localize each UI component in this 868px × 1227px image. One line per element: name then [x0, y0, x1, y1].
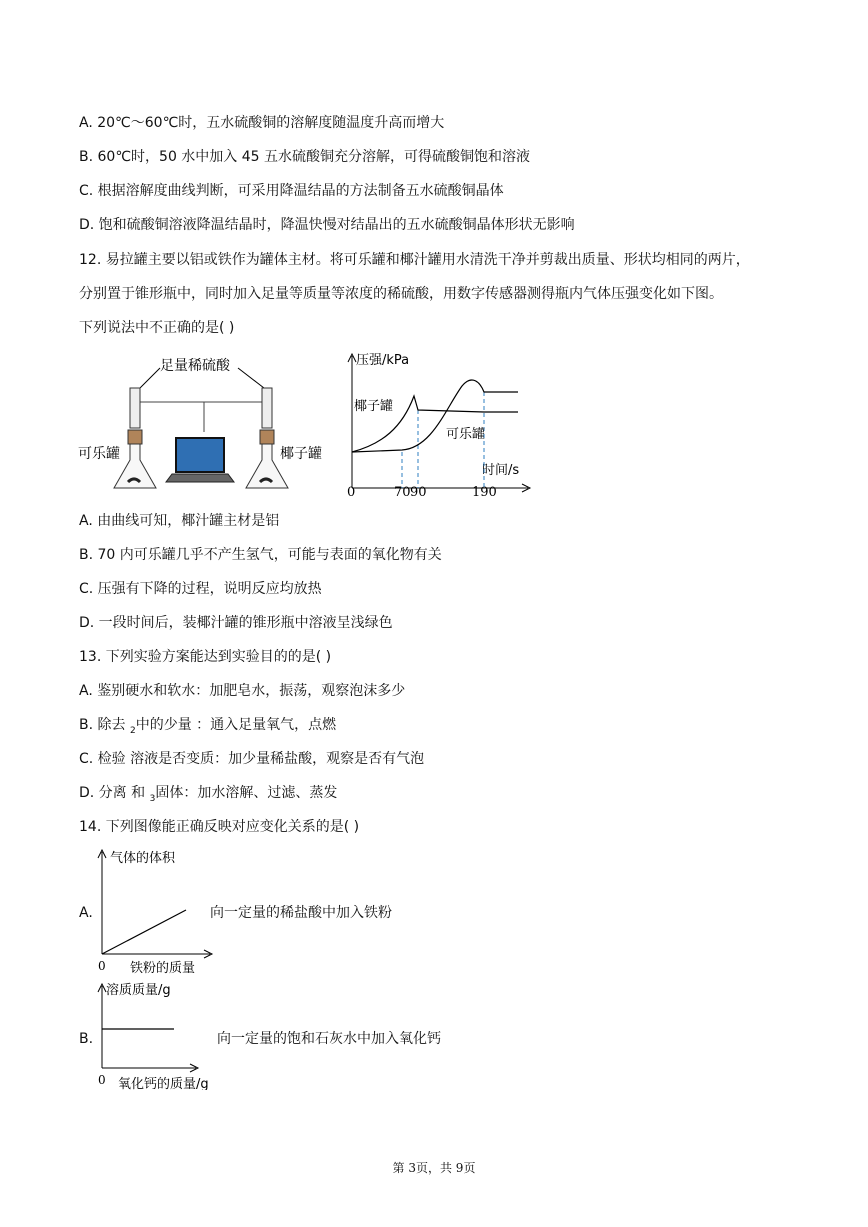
tick-70: 70 [394, 485, 411, 498]
tick-190: 190 [472, 485, 497, 498]
graph-b-xlabel: 氧化钙的质量/g [118, 1077, 209, 1090]
q13-option-c: C. 检验 溶液是否变质：加少量稀盐酸，观察是否有气泡 [79, 751, 425, 767]
right-stopper [260, 430, 274, 444]
left-flask-label: 可乐罐 [78, 446, 120, 462]
right-syringe [262, 388, 272, 428]
q13-option-a: A. 鉴别硬水和软水：加肥皂水，振荡，观察泡沫多少 [79, 683, 406, 699]
q14-stem: 14. 下列图像能正确反映对应变化关系的是( ) [79, 819, 360, 835]
left-syringe [130, 388, 140, 428]
laptop-screen [176, 438, 224, 472]
x-axis-label: 时间/s [482, 463, 520, 478]
right-flask-label: 椰子罐 [280, 446, 322, 462]
graph-b-ylabel: 溶质质量/g [106, 983, 171, 998]
left-flask [114, 444, 156, 488]
q12-option-b: B. 70 内可乐罐几乎不产生氢气，可能与表面的氧化物有关 [79, 547, 442, 563]
q14-option-a-desc: 向一定量的稀盐酸中加入铁粉 [210, 905, 392, 921]
q12-stem-line3: 下列说法中不正确的是( ) [79, 320, 235, 336]
q13-option-b-subscript: 2 [129, 726, 136, 736]
acid-pointer-left [140, 368, 160, 388]
q11-option-c: C. 根据溶解度曲线判断，可采用降温结晶的方法制备五水硫酸铜晶体 [79, 183, 504, 199]
curve-cola [352, 380, 518, 452]
q11-option-d: D. 饱和硫酸铜溶液降温结晶时，降温快慢对结晶出的五水硫酸铜晶体形状无影响 [79, 217, 575, 233]
graph-a-ylabel: 气体的体积 [110, 851, 176, 866]
left-stopper [128, 430, 142, 444]
tick-90: 90 [410, 485, 427, 498]
q12-option-a: A. 由曲线可知，椰汁罐主材是铝 [79, 513, 280, 529]
q14-option-a-letter: A. [79, 905, 93, 921]
q13-option-d-part2: 固体：加水溶解、过滤、蒸发 [155, 785, 338, 801]
q12-stem-line2: 分别置于锥形瓶中，同时加入足量等质量等浓度的稀硫酸，用数字传感器测得瓶内气体压强变化如下图。 [79, 286, 723, 302]
q13-option-b-part2: 中的少量 ：通入足量氧气，点燃 [135, 717, 337, 733]
q13-option-b-part1: B. 除去 [79, 717, 130, 733]
q13-option-d-part1: D. 分离 和 [79, 785, 150, 801]
q11-option-a: A. 20℃～60℃时，五水硫酸铜的溶解度随温度升高而增大 [79, 115, 445, 131]
q13-option-d-subscript: 3 [149, 794, 156, 804]
q14-option-b-desc: 向一定量的饱和石灰水中加入氧化钙 [217, 1031, 441, 1047]
laptop-base [166, 474, 234, 482]
graph-a-xlabel: 铁粉的质量 [130, 961, 196, 976]
curve-cola-label: 可乐罐 [446, 427, 486, 442]
q12-stem-line1: 12. 易拉罐主要以铝或铁作为罐体主材。将可乐罐和椰汁罐用水清洗干净并剪裁出质量、形状均相同的两片， [79, 252, 750, 268]
q12-pressure-graph [342, 348, 542, 498]
q12-option-c: C. 压强有下降的过程，说明反应均放热 [79, 581, 322, 597]
q12-option-d: D. 一段时间后，装椰汁罐的锥形瓶中溶液呈浅绿色 [79, 615, 393, 631]
graph-b-origin: 0 [98, 1073, 106, 1087]
graph-a-origin: 0 [98, 959, 106, 973]
page-footer: 第 3页，共 9页 [392, 1161, 476, 1175]
q13-stem: 13. 下列实验方案能达到实验目的的是( ) [79, 649, 332, 665]
acid-label: 足量稀硫酸 [160, 358, 230, 374]
curve-coconut-label: 椰子罐 [354, 399, 394, 414]
graph-a-line [102, 910, 186, 954]
q11-option-b: B. 60℃时，50 水中加入 45 五水硫酸铜充分溶解，可得硫酸铜饱和溶液 [79, 149, 531, 165]
acid-pointer-right [238, 368, 264, 388]
y-axis-label: 压强/kPa [356, 353, 410, 368]
q14-option-b-letter: B. [79, 1031, 94, 1047]
q13-option-d [79, 783, 337, 805]
graph-origin: 0 [347, 485, 356, 498]
q13-option-b [79, 715, 336, 737]
q14-graph-a [92, 846, 222, 976]
q12-apparatus-figure [78, 350, 328, 500]
